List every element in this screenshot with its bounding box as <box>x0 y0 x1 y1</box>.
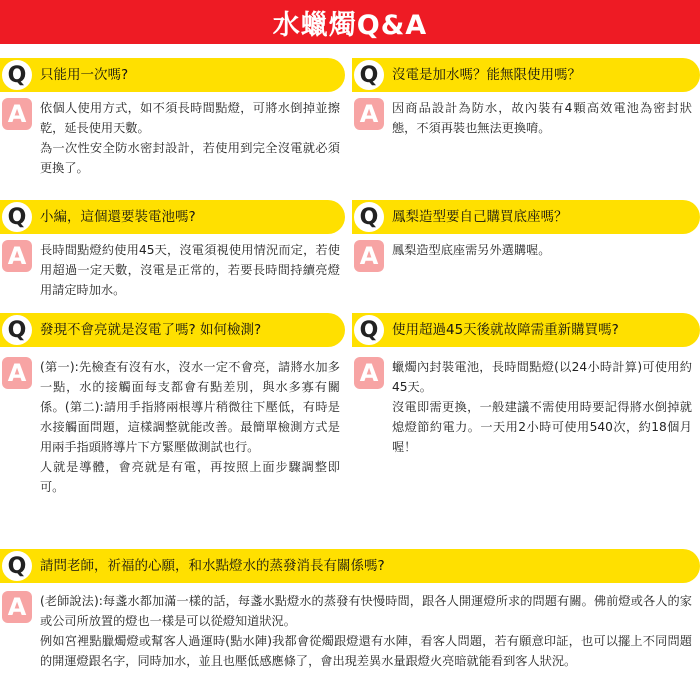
qa-item <box>352 313 700 533</box>
answer-paragraph: 依個人使用方式，如不須長時間點燈，可將水倒掉並擦乾，延長使用天數。 <box>40 101 340 135</box>
header-banner <box>0 0 700 44</box>
q-icon: Q <box>0 200 34 234</box>
a-icon: A <box>354 240 384 272</box>
answer-text <box>40 357 340 497</box>
q-icon: Q <box>0 313 34 347</box>
answer-paragraph: 長時間點燈約使用45天，沒電須視使用情況而定，若使用超過一定天數，沒電是正常的，若要長時間持續亮燈用請定時加水。 <box>40 243 340 297</box>
qa-item <box>352 200 700 300</box>
answer-paragraph: 人就是導體，會亮就是有電，再按照上面步驟調整即可。 <box>40 460 340 494</box>
qa-item <box>352 58 700 188</box>
answer-paragraph: 沒電即需更換，一般建議不需使用時要記得將水倒掉就熄燈節約電力。一天用2小時可使用540次，約18個月喔！ <box>392 400 692 454</box>
a-icon: A <box>2 357 32 389</box>
question-text: 小編，這個還要裝電池嗎? <box>40 209 196 225</box>
qa-item <box>0 58 345 188</box>
answer-paragraph: 為一次性安全防水密封設計，若使用到完全沒電就必須更換了。 <box>40 141 340 175</box>
answer-paragraph: 蠟燭內封裝電池，長時間點燈(以24小時計算)可使用約45天。 <box>392 360 692 394</box>
answer-text <box>392 357 692 457</box>
answer-text <box>40 240 340 300</box>
q-icon: Q <box>352 313 386 347</box>
question-text: 鳳梨造型要自己購買底座嗎？ <box>392 209 568 225</box>
question-text: 請問老師，祈福的心願，和水點燈水的蒸發消長有關係嗎? <box>40 558 385 574</box>
q-icon: Q <box>352 58 386 92</box>
answer-paragraph: (老師說法):每盞水都加滿一樣的話，每盞水點燈水的蒸發有快慢時間，跟各人開運燈所求的問題有關。佛前燈或各人的家或公司所放置的燈也一樣是可以從燈知道狀況。 <box>40 594 692 628</box>
answer-paragraph: 因商品設計為防水，故內裝有4顆高效電池為密封狀態，不須再裝也無法更換唷。 <box>392 101 692 135</box>
answer-paragraph: (第一):先檢查有沒有水，沒水一定不會亮，請將水加多一點，水的接觸面每支都會有點差別，與水多寡有關係。(第二):請用手指將兩根導片稍微往下壓低，有時是水接觸面問題，這樣調整就能改善。最簡單檢測方式是用兩手指頭將導片下方緊壓做測試也行。 <box>40 360 340 454</box>
answer-text <box>40 98 340 178</box>
question-text: 只能用一次嗎? <box>40 67 129 83</box>
answer-paragraph: 鳳梨造型底座需另外選購喔。 <box>392 243 551 257</box>
q-icon: Q <box>0 58 34 92</box>
question-text: 沒電是加水嗎？能無限使用嗎？ <box>392 67 581 83</box>
answer-text <box>392 98 692 138</box>
a-icon: A <box>354 357 384 389</box>
answer-text <box>392 240 692 260</box>
qa-item <box>0 549 700 700</box>
a-icon: A <box>2 98 32 130</box>
a-icon: A <box>2 240 32 272</box>
a-icon: A <box>354 98 384 130</box>
page-title: 水蠟燭Q&A <box>272 9 428 41</box>
answer-paragraph: 例如宮裡點臘燭燈或幫客人過運時(點水陣)我都會從燭跟燈還有水陣，看客人問題，若有願意印証，也可以擺上不同問題的開運燈跟名字，同時加水，並且也壓低感應條了，會出現差異水量跟燈火亮暗就能看到客人狀況。 <box>40 634 692 668</box>
question-text: 發現不會亮就是沒電了嗎? 如何檢測? <box>40 322 262 338</box>
q-icon: Q <box>0 549 34 583</box>
answer-text <box>40 591 692 671</box>
qa-item <box>0 313 345 533</box>
a-icon: A <box>2 591 32 623</box>
question-text: 使用超過45天後就故障需重新購買嗎? <box>392 322 619 338</box>
q-icon: Q <box>352 200 386 234</box>
qa-item <box>0 200 345 300</box>
